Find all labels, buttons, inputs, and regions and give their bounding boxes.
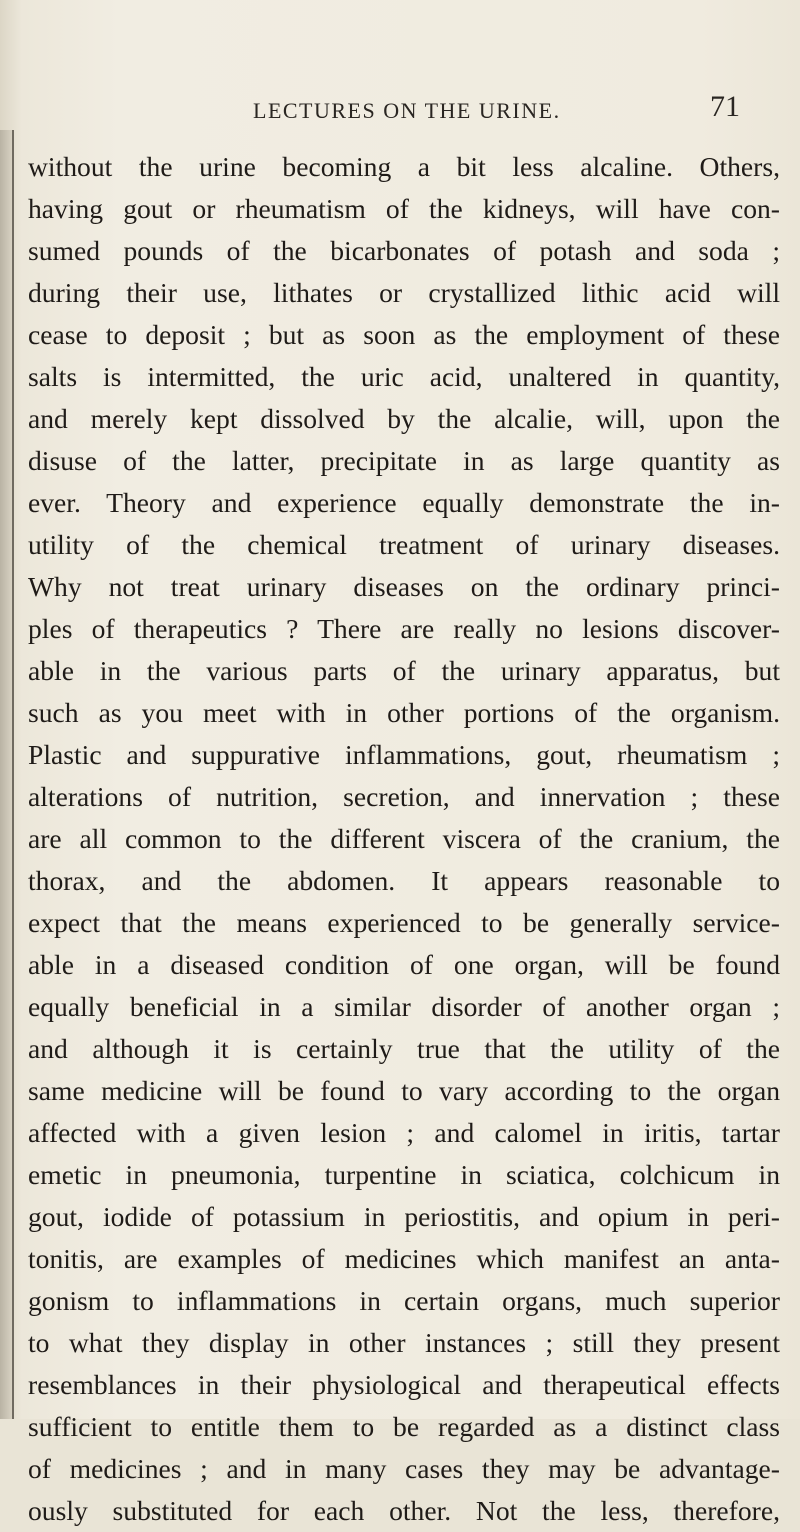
text-line: tonitis, are examples of medicines which manifest an anta- xyxy=(28,1243,780,1274)
text-line: alterations of nutrition, secretion, and innervation ; these xyxy=(28,781,780,812)
text-line: ously substituted for each other. Not the less, therefore, xyxy=(28,1495,780,1526)
text-line: equally beneficial in a similar disorder of another organ ; xyxy=(28,991,780,1022)
text-line: sufficient to entitle them to be regarded as a distinct class xyxy=(28,1411,780,1442)
text-line: during their use, lithates or crystallized lithic acid will xyxy=(28,277,780,308)
text-line: same medicine will be found to vary according to the organ xyxy=(28,1075,780,1106)
text-line: and although it is certainly true that the utility of the xyxy=(28,1033,780,1064)
text-line: disuse of the latter, precipitate in as large quantity as xyxy=(28,445,780,476)
text-line: of medicines ; and in many cases they may be advantage- xyxy=(28,1453,780,1484)
text-line: such as you meet with in other portions of the organism. xyxy=(28,697,780,728)
body-text xyxy=(28,146,780,1532)
text-line: ples of therapeutics ? There are really no lesions discover- xyxy=(28,613,780,644)
text-line: gonism to inflammations in certain organs, much superior xyxy=(28,1285,780,1316)
text-line: able in a diseased condition of one organ, will be found xyxy=(28,949,780,980)
text-line: emetic in pneumonia, turpentine in sciatica, colchicum in xyxy=(28,1159,780,1190)
text-line: gout, iodide of potassium in periostitis, and opium in peri- xyxy=(28,1201,780,1232)
text-line: cease to deposit ; but as soon as the employment of these xyxy=(28,319,780,350)
text-line: thorax, and the abdomen. It appears reasonable to xyxy=(28,865,780,896)
text-line: salts is intermitted, the uric acid, unaltered in quantity, xyxy=(28,361,780,392)
binding-gutter xyxy=(0,130,14,1419)
text-line: able in the various parts of the urinary apparatus, but xyxy=(28,655,780,686)
page-number: 71 xyxy=(710,90,740,123)
text-line: without the urine becoming a bit less alcaline. Others, xyxy=(28,151,780,182)
text-line: affected with a given lesion ; and calomel in iritis, tartar xyxy=(28,1117,780,1148)
text-line: Plastic and suppurative inflammations, gout, rheumatism ; xyxy=(28,739,780,770)
running-head: LECTURES ON THE URINE. xyxy=(253,98,561,123)
text-line: and merely kept dissolved by the alcalie, will, upon the xyxy=(28,403,780,434)
text-line: expect that the means experienced to be generally service- xyxy=(28,907,780,938)
text-line: resemblances in their physiological and therapeutical effects xyxy=(28,1369,780,1400)
page-header xyxy=(0,88,800,128)
text-line: having gout or rheumatism of the kidneys, will have con- xyxy=(28,193,780,224)
text-line: ever. Theory and experience equally demonstrate the in- xyxy=(28,487,780,518)
text-line: utility of the chemical treatment of urinary diseases. xyxy=(28,529,780,560)
text-line: Why not treat urinary diseases on the ordinary princi- xyxy=(28,571,780,602)
text-line: are all common to the different viscera of the cranium, the xyxy=(28,823,780,854)
text-line: sumed pounds of the bicarbonates of potash and soda ; xyxy=(28,235,780,266)
text-line: to what they display in other instances ; still they present xyxy=(28,1327,780,1358)
